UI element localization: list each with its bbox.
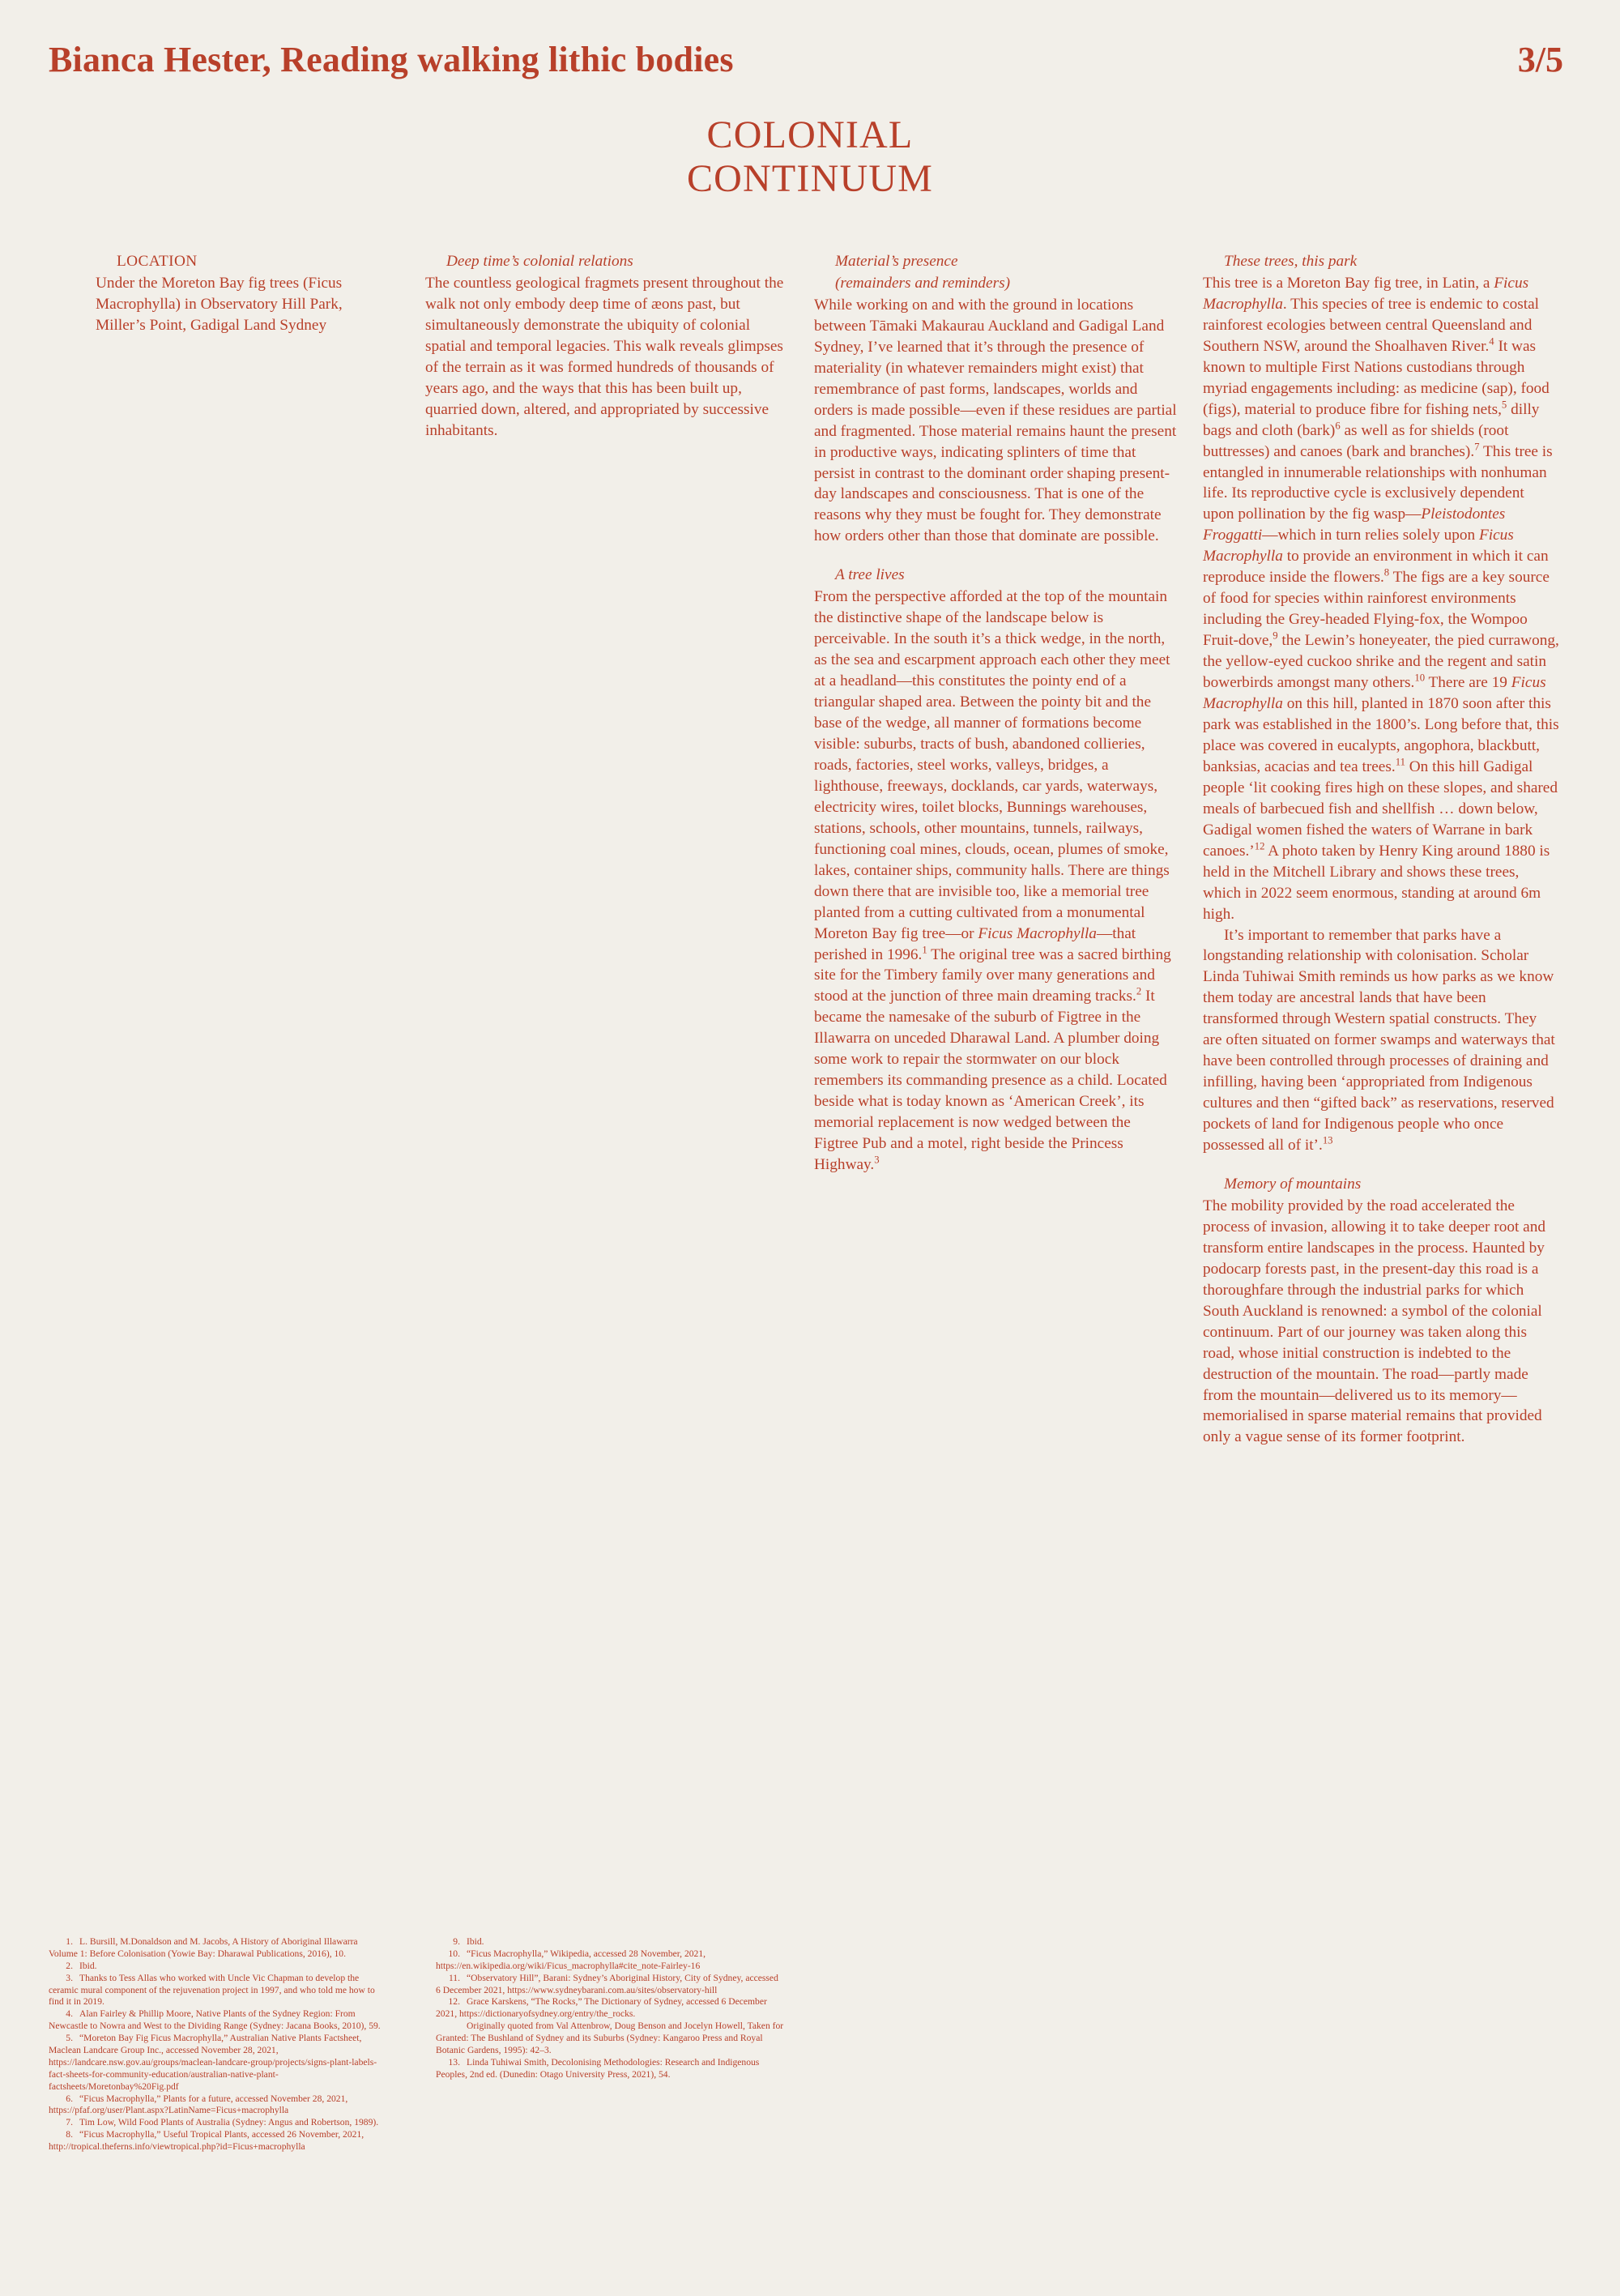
footnote-text: Thanks to Tess Allas who worked with Uncle Vic Chapman to develop the ceramic mural component of the rejuvenation project in 1997, and who told me how to find it in 2019.: [49, 1972, 375, 2008]
footnote-ref-4: 4: [1489, 335, 1494, 348]
footnote-number: 9.: [453, 1936, 460, 1947]
these-trees-text: [1203, 273, 1559, 925]
memory-of-mountains-heading: Memory of mountains: [1224, 1175, 1362, 1193]
footnote-ref-5: 5: [1501, 399, 1507, 411]
a-tree-lives-text-part-4: It became the namesake of the suburb of Figtree in the Illawarra on unceded Dharawal Land. A plumber doing some work to repair the stormwater on our block remembers its commanding presence as a child. Located beside what is today known as ‘American Creek’, its memorial replacement is now wedged between the Figtree Pub and a motel, right beside the Princess Highway.: [814, 988, 1167, 1174]
these-trees-part-3: It was known to multiple First Nations custodians through myriad engagements including: as medicine (sap), food (figs), material to produce fibre for fishing nets,: [1203, 337, 1550, 418]
footnote-text: “Ficus Macrophylla,” Plants for a future, accessed November 28, 2021, https://pfaf.org/user/Plant.aspx?LatinName=Ficus+macrophylla: [49, 2093, 348, 2116]
footnote-text: L. Bursill, M.Donaldson and M. Jacobs, A History of Aboriginal Illawarra Volume 1: Before Colonisation (Yowie Bay: Dharawal Publications, 2016), 10.: [49, 1936, 358, 1959]
these-trees-part-9: The figs are a key source of food for species within rainforest environments including the Grey-headed Flying-fox, the Wompoo Fruit-dove,: [1203, 569, 1550, 650]
footnote-ref-6: 6: [1335, 420, 1341, 432]
footnote-text: “Ficus Macrophylla,” Wikipedia, accessed 28 November, 2021, https://en.wikipedia.org/wiki/Ficus_macrophylla#cite_note-Fairley-16: [436, 1948, 706, 1971]
footnote-number: 13.: [448, 2056, 460, 2068]
footnote-item: [436, 1973, 784, 1997]
footnote-ref-12: 12: [1254, 840, 1265, 852]
location-text: Under the Moreton Bay fig trees (Ficus Macrophylla) in Observatory Hill Park, Miller’s Point, Gadigal Land Sydney: [96, 274, 343, 334]
these-trees-part-1: This tree is a Moreton Bay fig tree, in Latin, a: [1203, 274, 1494, 292]
materials-presence-heading: Material’s presence: [835, 253, 958, 270]
a-tree-lives-text-part-3: The original tree was a sacred birthing site for the Timbery family over many generations and stood at the junction of three main dreaming tracks.: [814, 945, 1171, 1005]
column-location: [96, 251, 387, 336]
footnotes-column-2: [436, 1936, 784, 2081]
these-trees-part-12: on this hill, planted in 1870 soon after this park was established in the 1800’s. Long before that, this place was covered in eucalypts, angophora, blackbutt, banksias, acacias and tea trees.: [1203, 695, 1559, 775]
memory-of-mountains-text: The mobility provided by the road accelerated the process of invasion, allowing it to take deeper root and transform entire landscapes in the process. Haunted by podocarp forests past, in the present-day this road is a thoroughfare through the industrial parks for which South Auckland is renowned: a symbol of the colonial continuum. Part of our journey was taken along this road, whose initial construction is indebted to the destruction of the mountain. The road—partly made from the mountain—delivered us to its memory—memorialised in sparse material remains that provided only a vague sense of its former footprint.: [1203, 1197, 1546, 1446]
footnote-item: [436, 1996, 784, 2021]
footnote-text: Ibid.: [79, 1960, 97, 1971]
column-materials-presence: [814, 251, 1179, 1176]
footnote-number: 3.: [66, 1972, 73, 1983]
footnote-text: Ibid.: [467, 1936, 484, 1947]
footnote-ref-10: 10: [1414, 672, 1426, 684]
footnote-item: [49, 2093, 389, 2118]
these-trees-part-6: This tree is entangled in innumerable relationships with nonhuman life. Its reproductive cycle is exclusively dependent upon pollination by the fig wasp—: [1203, 442, 1553, 523]
column-deep-time: [425, 251, 790, 442]
footnote-ref-8: 8: [1383, 566, 1390, 578]
footnote-item: [49, 2033, 389, 2093]
footnote-number: 10.: [448, 1948, 460, 1959]
these-trees-part-7: —which in turn relies solely upon: [1262, 527, 1479, 544]
footnotes-column-1: [49, 1936, 389, 2153]
footnote-ref-3: 3: [874, 1154, 880, 1166]
footnote-ref-2: 2: [1136, 985, 1142, 997]
these-trees-italic-3: Ficus Macrophylla: [1203, 527, 1514, 565]
these-trees-part-8: to provide an environment in which it can reproduce inside the flowers.: [1203, 548, 1549, 587]
column-these-trees-this-park: [1203, 251, 1559, 1448]
footnotes: [0, 1936, 1620, 2277]
footnote-item: [49, 2117, 389, 2129]
section-title-line-2: CONTINUUM: [686, 156, 934, 200]
footnote-ref-11: 11: [1395, 756, 1405, 768]
section-title: [0, 113, 1620, 201]
parks-colonisation-text: [1203, 925, 1559, 1156]
footnote-number: 12.: [448, 1996, 460, 2008]
footnote-item: [436, 1936, 784, 1948]
footnote-number: 4.: [66, 2008, 73, 2020]
footnote-number: 5.: [66, 2033, 73, 2044]
footnote-number: 11.: [448, 1972, 460, 1983]
footnote-number: 1.: [66, 1936, 73, 1947]
footnote-item: [436, 2021, 784, 2057]
footnote-text: “Observatory Hill”, Barani: Sydney’s Aboriginal History, City of Sydney, accessed 6 December 2021, https://www.sydneybarani.com.au/sites/observatory-hill: [436, 1972, 778, 1995]
footnote-text: “Moreton Bay Fig Ficus Macrophylla,” Australian Native Plants Factsheet, Maclean Landcare Group Inc., accessed November 28, 2021, https://landcare.nsw.gov.au/groups/maclean-landcare-group/projects/signs-plant-labels-fact-sheets-for-community-education/australian-native-plant-factsheets/Moretonbay%20Fig.pdf: [49, 2033, 377, 2092]
footnote-number: 8.: [66, 2129, 73, 2140]
footnote-number: 7.: [66, 2117, 73, 2128]
these-trees-italic-4: Ficus Macrophylla: [1203, 674, 1546, 713]
these-trees-part-11: There are 19: [1425, 674, 1511, 692]
these-trees-italic-1: Ficus Macrophylla: [1203, 274, 1529, 313]
footnote-ref-7: 7: [1474, 441, 1480, 453]
materials-presence-text: While working on and with the ground in locations between Tāmaki Makaurau Auckland and Gadigal Land Sydney, I’ve learned that it’s through the presence of materiality (in whatever remainders might exist) that remembrance of past forms, landscapes, worlds and orders is made possible—even if these residues are partial and fragmented. Those material remains haunt the present in productive ways, indicating splinters of time that persist in contrast to the dominant order shaping present-day landscapes and consciousness. That is one of the reasons why they must be fought for. They demonstrate how orders other than those that dominate are possible.: [814, 296, 1177, 545]
footnote-item: [49, 1961, 389, 1973]
footnote-ref-1: 1: [922, 944, 927, 956]
footnote-text: Grace Karskens, “The Rocks,” The Dictionary of Sydney, accessed 6 December 2021, https://dictionaryofsydney.org/entry/the_rocks.: [436, 1996, 767, 2020]
footnote-number: 2.: [66, 1960, 73, 1971]
footnote-ref-9: 9: [1273, 629, 1278, 642]
these-trees-part-2: . This species of tree is endemic to costal rainforest ecologies between central Queensland and Southern NSW, around the Shoalhaven River.: [1203, 295, 1539, 355]
these-trees-part-10: the Lewin’s honeyeater, the pied currawong, the yellow-eyed cuckoo shrike and the regent and satin bowerbirds amongst many others.: [1203, 632, 1559, 692]
materials-presence-subheading: (remainders and reminders): [835, 274, 1010, 292]
footnote-text: Linda Tuhiwai Smith, Decolonising Methodologies: Research and Indigenous Peoples, 2nd ed. (Dunedin: Otago University Press, 2021), 54.: [436, 2056, 760, 2080]
deep-time-heading: Deep time’s colonial relations: [446, 253, 633, 270]
location-label: LOCATION: [117, 253, 198, 270]
footnote-text: Originally quoted from Val Attenbrow, Doug Benson and Jocelyn Howell, Taken for Granted: The Bushland of Sydney and its Suburbs (Sydney: Kangaroo Press and Royal Botanic Gardens, 1995): 42–3.: [436, 2021, 784, 2056]
these-trees-part-4: dilly bags and cloth (bark): [1203, 400, 1540, 439]
body-columns: [0, 251, 1620, 1823]
these-trees-part-5: as well as for shields (root buttresses) and canoes (bark and branches).: [1203, 421, 1509, 460]
footnote-text: “Ficus Macrophylla,” Useful Tropical Plants, accessed 26 November, 2021, http://tropical.theferns.info/viewtropical.php?id=Ficus+macrophylla: [49, 2129, 364, 2153]
a-tree-lives-text-part-2: —that perished in 1996.: [814, 924, 1136, 963]
these-trees-part-14: A photo taken by Henry King around 1880 is held in the Mitchell Library and shows these trees, which in 2022 seem enormous, standing at around 6m high.: [1203, 842, 1550, 923]
footnote-text: Alan Fairley & Phillip Moore, Native Plants of the Sydney Region: From Newcastle to Nowra and West to the Dividing Range (Sydney: Jacana Books, 2010), 59.: [49, 2008, 381, 2032]
page-number: 3/5: [1517, 40, 1563, 79]
footnote-item: [436, 2057, 784, 2081]
a-tree-lives-text: [814, 587, 1179, 1176]
parks-colonisation-part-1: It’s important to remember that parks have a longstanding relationship with colonisation. Scholar Linda Tuhiwai Smith reminds us how parks as we know them today are ancestral lands that have been transformed through Western spatial constructs. They are often situated on former swamps and waterways that have been controlled through processes of draining and infilling, having been ‘appropriated from Indigenous cultures and then “gifted back” as reservations, reserved pockets of land for Indigenous people who once possessed all of it’.: [1203, 926, 1555, 1154]
a-tree-lives-text-part-1: From the perspective afforded at the top of the mountain the distinctive shape of the landscape below is perceivable. In the south it’s a thick wedge, in the north, as the sea and escarpment approach each other they meet at a headland—this constitutes the pointy end of a triangular shaped area. Between the pointy bit and the base of the wedge, all manner of formations become visible: suburbs, tracts of bush, abandoned collieries, roads, factories, steel works, valleys, bridges, a lighthouse, freeways, docklands, car yards, waterways, electricity wires, toilet blocks, Bunnings warehouses, stations, schools, other mountains, tunnels, railways, functioning coal mines, clouds, ocean, plumes of smoke, lakes, container ships, community halls. There are things down there that are invisible too, like a memorial tree planted from a cutting cultivated from a monumental Moreton Bay fig tree—or: [814, 588, 1170, 942]
page-header: [49, 39, 1571, 80]
deep-time-text: The countless geological fragmets present throughout the walk not only embody deep time of æons past, but simultaneously demonstrate the ubiquity of colonial spatial and temporal legacies. This walk reveals glimpses of the terrain as it was formed hundreds of thousands of years ago, and the ways that this has been built up, quarried down, altered, and appropriated by successive inhabitants.: [425, 274, 784, 439]
a-tree-lives-heading: A tree lives: [835, 566, 905, 584]
footnote-text: Tim Low, Wild Food Plants of Australia (Sydney: Angus and Robertson, 1989).: [79, 2117, 379, 2128]
footnote-number: 6.: [66, 2093, 73, 2104]
section-title-line-1: COLONIAL: [706, 113, 914, 156]
footnote-item: [49, 2129, 389, 2153]
these-trees-italic-2: Pleistodontes Froggatti: [1203, 506, 1506, 544]
footnote-item: [49, 1973, 389, 2009]
footnote-item: [49, 2008, 389, 2033]
page-title: Bianca Hester, Reading walking lithic bodies: [49, 40, 734, 79]
footnote-item: [49, 1936, 389, 1961]
footnote-item: [436, 1948, 784, 1973]
a-tree-lives-italic-1: Ficus Macrophylla: [978, 924, 1097, 942]
these-trees-part-13: On this hill Gadigal people ‘lit cooking fires high on these slopes, and shared meals of barbecued fish and shellfish … down below, Gadigal women fished the waters of Warrane in bark canoes.’: [1203, 758, 1558, 860]
footnote-ref-13: 13: [1322, 1134, 1333, 1146]
these-trees-heading: These trees, this park: [1224, 253, 1358, 270]
